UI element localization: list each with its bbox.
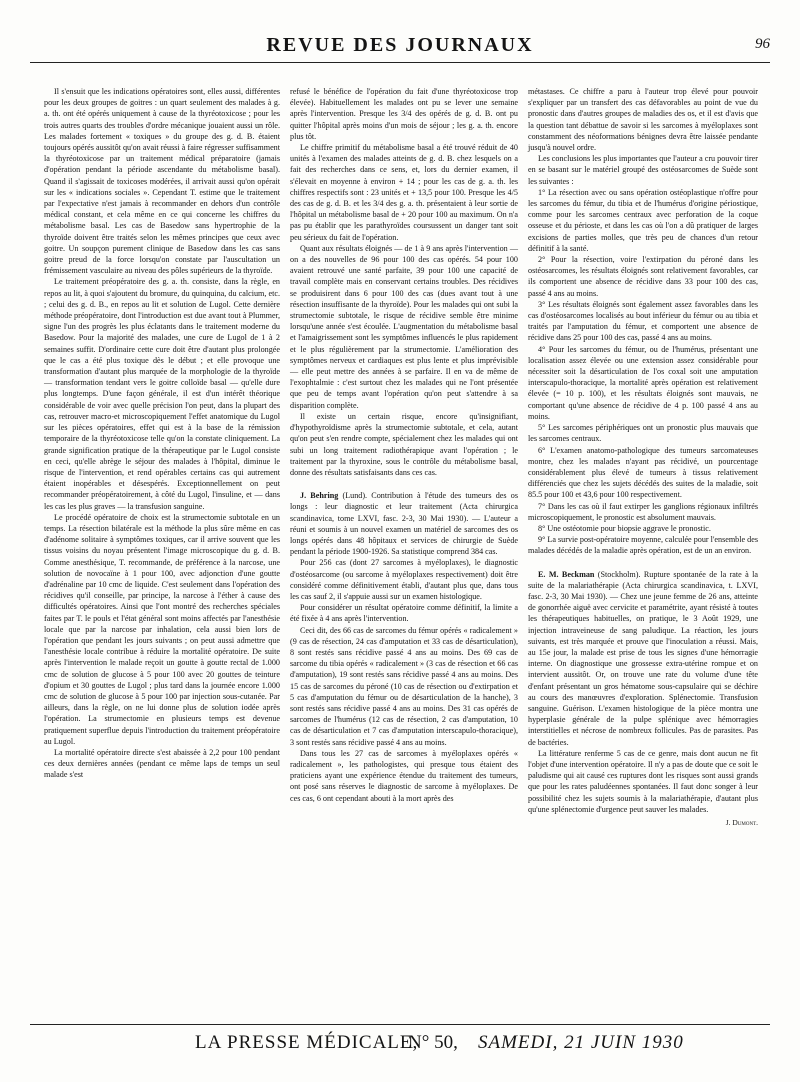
author-name: J. Behring	[300, 491, 339, 501]
header-rule	[30, 62, 770, 63]
list-item: 4° Pour les sarcomes du fémur, ou de l'humérus, présentant une localisation assez élevée ou une extension assez considérable pour nécessiter soit la désarticulation de l'os coxal soit une amputation interscapulo-thoracique, la mortalité après opération est relativement élevée (= 10 p. 100), et les résultats éloignés sont mauvais, ne comportant qu'une absence de récidive de 4 p. 100 passé 4 ans au moins.	[528, 344, 758, 421]
list-item: 6° L'examen anatomo-pathologique des tumeurs sarcomateuses montre, chez les malades n'ayant pas récidivé, un pourcentage considérablement plus élevé de tumeurs à tissus relativement différenciés que chez les sujets décédés des suites de la maladie, soit 85.5 pour 100 et 43,6 pour 100 respectivement.	[528, 445, 758, 500]
abstract-paragraph	[528, 569, 758, 748]
journal-name: LA PRESSE MÉDICALE,	[195, 1032, 419, 1053]
author-name: E. M. Beckman	[538, 569, 595, 579]
paragraph: refusé le bénéfice de l'opération du fait d'une thyréotoxicose trop élevée). Habituellement les malades ont pu se lever une semaine après l'intervention. Presque les 3/4 des opérés de g. d. B. ont pu quitter l'hôpital après moins d'un mois de séjour ; les g. a. th. encore plus tôt.	[290, 87, 518, 141]
paragraph: Pour 256 cas (dont 27 sarcomes à myéloplaxes), le diagnostic d'ostéosarcome (ou sarcome à myéloplaxes respectivement) doit être considéré comme définitivement établi, d'autant plus que, dans tous les cas sauf 2, il s'appuie aussi sur un examen histologique.	[290, 558, 518, 601]
issue-number: N° 50,	[408, 1032, 458, 1053]
signature: J. Dumont.	[725, 818, 758, 827]
page-footer	[30, 1024, 770, 1064]
issue-date: SAMEDI, 21 JUIN 1930	[478, 1032, 684, 1053]
list-item: 8° Une ostéotomie pour biopsie aggrave le pronostic.	[538, 523, 711, 533]
list-item: 3° Les résultats éloignés sont également assez favorables dans les cas d'ostéosarcomes localisés au bout inférieur du fémur ou au tibia et traités par l'amputation du fémur, et comportent une absence de récidive dans 25 pour 100 des cas, passé 4 ans au moins.	[528, 299, 758, 343]
page-number: 96	[755, 36, 770, 52]
abstract-paragraph	[290, 490, 518, 557]
paragraph: Ceci dit, des 66 cas de sarcomes du fémur opérés « radicalement » (9 cas de résection, 24 cas d'amputation et 33 cas de désarticulation), 8 sont restés sans récidive passé 4 ans au moins. Des 69 cas de sarcome du tibia opérés « radicalement » (3 cas de résection et 66 cas d'amputation), 19 sont restés sans récidive passé 4 ans au moins. Des 15 cas de sarcomes du péroné (10 cas de résection ou d'extirpation et 5 cas d'amputation du fémur ou de désarticulation de la hanche), 3 sont restés sans récidive passé 4 ans au moins. Des 31 cas opérés de sarcomes de l'humérus (12 cas de résection, 2 cas d'amputation, 10 cas de désarticulation et 7 cas d'amputation interscapulo-thoracique), 3 sont restés sans récidive passé 4 ans au moins.	[290, 625, 518, 747]
paragraph: Pour considérer un résultat opératoire comme définitif, la limite a été fixée à 4 ans après l'intervention.	[290, 603, 518, 624]
paragraph: Il s'ensuit que les indications opératoires sont, elles aussi, différentes pour les deux groupes de goitres : un quart seulement des malades à g. a. th. ont été opérés uniquement à cause de la thyréotoxicose ; pour les trois autres quarts des troubles d'ordre mécanique jouaient aussi un rôle. Les malades fortement « toxiques » du groupe des g. d. B. étaient toujours opérés aussitôt qu'on avait réussi à faire régresser suffisamment la thyréotoxicose par un traitement médical préparatoire (jamais d'opération pendant la période ascendante du métabolisme basal). Quand il s'agissait de toxicoses modérées, il arrivait aussi qu'on opérait sur les « indications sociales ». Cependant T. estime que le traitement par l'expectative n'est jamais à recommander en dehors d'un contrôle médical constant, et cela même en ce qui concerne les chiffres du métabolisme basal. Les cas de Basedow sans hypertrophie de la thyroïde doivent être traités selon les mêmes principes que ceux avec goitre. Un soupçon purement clinique de Basedow dans les cas sans goitre preud de la force lorsqu'on constate par l'auscultation un frémissement vasculaire au niveau des pôles supérieurs de la thyroïde.	[44, 87, 280, 276]
paragraph: Le chiffre primitif du métabolisme basal a été trouvé réduit de 40 unités à l'examen des malades atteints de g. d. B. chez lesquels on a fait des recherches dans ce sens, et, lors du dernier examen, il s'élevait en moyenne à environ + 14 ; pour les cas de g. a. th. les chiffres respectifs sont : 23 unités et + 13,5 pour 100. Presque les 4/5 des cas de g. d. B. et les 3/4 des g. a. th. présentaient à leur sortie de l'hôpital un métabolisme basal de + 20 pour 100 au maximum. On n'a pas pu établir que les parathyroïdes coursussent un danger tant soit peu sérieux du fait de l'opération.	[290, 143, 518, 242]
list-item: 7° Dans les cas où il faut extirper les ganglions régionaux infiltrés microscopiquement, le pronostic est absolument mauvais.	[528, 501, 758, 522]
paragraph: Dans tous les 27 cas de sarcomes à myéloplaxes opérés « radicalement », les pathologistes, qui presque tous étaient des praticiens ayant une expérience étendue du traitement des tumeurs, ont posé sans réserves le diagnostic de sarcome à myéloplaxes. De ces cas, 6 ont cependant abouti à la mort après des	[290, 748, 518, 803]
footer-rule	[30, 1024, 770, 1025]
paragraph: Quant aux résultats éloignés — de 1 à 9 ans après l'intervention — on a des nouvelles de 96 pour 100 des cas opérés. 54 pour 100 avaient retrouvé une santé parfaite, 39 pour 100 une capacité de travail complète mais en conservant certains troubles. Des récidives se produisirent dans 6 pour 100 des cas (dues avant tout à une résection insuffisante de la thyroïde). Pour les malades qui ont subi la strumectomie subtotale, le risque de récidive semble être minime lorsqu'une année s'est écoulée. L'augmentation du métabolisme basal et l'amaigrissement sont les symptômes influencés le plus rapidement et le plus régulièrement par la strumectomie. L'amélioration des symptômes nerveux et cardiaques est plus lente et plus imprévisible — elle peut mettre des années à se parfaire. Il en va de même de l'exophtalmie : c'est surtout chez les malades qui ne l'ont présentée que peu de temps avant l'opération qu'on peut s'attendre à sa disparition complète.	[290, 243, 518, 410]
running-title: REVUE DES JOURNAUX	[266, 34, 534, 56]
paragraph: Il existe un certain risque, encore qu'insignifiant, d'hypothyroïdisme après la strumectomie subtotale, et cela, autant qu'on peut s'en rendre compte, spécialement chez les malades qui ont subi un long traitement radiothérapique avant l'opération ; le traitement par la thyroxine, sous le contrôle du métabolisme basal, donne des résultats satisfaisants dans ces cas.	[290, 411, 518, 477]
paragraph: La littérature renferme 5 cas de ce genre, mais dont aucun ne fit l'objet d'une intervention opératoire. Il n'y a pas de doute que ce soit le paludisme qui ait causé ces ruptures dont les risques sont aussi grands que pour les rates paludéennes spontanées. Il faut donc songer à leur possibilité chez les sujets soumis à la malariathérapie, d'autant plus qu'une splénectomie d'urgence peut sauver les malades.	[528, 748, 758, 814]
column-middle	[290, 86, 518, 804]
list-item: 2° Pour la résection, voire l'extirpation du péroné dans les ostéosarcomes, les résultats éloignés sont relativement favorables, car ils comportent une absence de récidive dans 33 pour 100 des cas, passé 4 ans au moins.	[528, 255, 758, 298]
paragraph: Le procédé opératoire de choix est la strumectomie subtotale en un temps. La résection bilatérale est la méthode la plus sûre même en cas d'adénome solitaire à symptômes toxiques, car il arrive souvent que les tissus voisins du noyau présentent l'image microscopique du g. d. B. Comme anesthésique, T. recommande, de préférence à la narcose, une solution de novocaïne à 1 pour 100, avec adjonction d'une goutte d'adrénaline par 10 cmc de liquide. C'est seulement dans l'opération des récidives qu'il conseille, par principe, la narcose à l'éther à cause des difficultés opératoires. Ainsi que l'ont montré des recherches spéciales faites par T. le pouls et l'état général sont moins affectés par l'anesthésie locale que par la narcose par inhalation, cela aussi bien lors de l'opération que pendant les jours suivants ; on peut aussi admettre que l'anesthésie locale contribue à réduire la mortalité opératoire. De suite après l'intervention le malade reçoit un goutte à goutte rectal de 1.000 cmc de solution de glucose à 5 pour 100 avec 20 gouttes de teinture d'opium et 30 gouttes de Lugol ; plus tard dans la journée encore 1.000 cmc de solution de glucose à 5 pour 100 par injection sous-cutanée. Par ailleurs, dans la règle, on ne lui donne plus de solution iodée après l'opération. La strumectomie en plusieurs temps est devenue pratiquement superflue depuis l'introduction du traitement préopératoire au Lugol.	[44, 512, 280, 746]
list-item: 1° La résection avec ou sans opération ostéoplastique n'offre pour les sarcomes du fémur, du tibia et de l'humérus d'origine périostique, comme pour les sarcomes centraux avec perforation de la coque osseuse et du périoste, et dans les cas où l'on a dû pratiquer de larges excisions de parties molles, que très peu de chances d'un retour définitif à la santé.	[528, 187, 758, 253]
paragraph: Le traitement préopératoire des g. a. th. consiste, dans la règle, en repos au lit, à quoi s'ajoutent du bromure, du quinquina, du calcium, etc. ; celui des g. d. B., en repos au lit et solution de Lugol. Cette dernière méthode préopératoire, dont l'introduction est due avant tout à Plummer, signe l'un des progrès les plus éclatants dans le traitement moderne du Basedow. Pour la majorité des malades, une cure de Lugol de 1 à 2 semaines suffit. D'ordinaire cette cure doit être d'autant plus prolongée que le cas a été plus toxique dès le début ; et elle provoque une transformation d'autant plus marquée de la morphologie de la thyroïde — transformation tendant vers le goitre colloïde basal — qu'elle dure plus longtemps. D'une façon générale, il est d'un intérêt théorique considérable de voir avec quelle précision l'on peut, dans la plupart des cas, retrouver macro-et microscopiquement l'effet anatomique du Lugol sur les pièces opératoires, effet qui est à la base de la rémission temporaire de la thyréotoxicose telle qu'on la constate cliniquement. La grande signification pratique de la thérapeutique par le Lugol consiste en ceci, qu'elle abrège le séjour des malades à l'hôpital, diminue le risque de l'intervention, et rend opérables certains cas qui autrement étaient inopérables et désespérés. Exceptionnellement on peut recommander préopératoirement, à côté du Lugol, l'insuline, et — dans les cas les plus graves — la transfusion sanguine.	[44, 277, 280, 511]
list-item: 9° La survie post-opératoire moyenne, calculée pour l'ensemble des malades décédés de la maladie après opération, est de un an environ.	[528, 535, 758, 556]
abstract-text: (Stockholm). Rupture spontanée de la rate à la suite de la malariathérapie (Acta chirurgica scandinavica, t. LXVI, fasc. 2-3, 30 Mai 1930). — Chez une jeune femme de 26 ans, atteinte de gonorrhée aiguë avec cervicite et paramétrite, ayant résisté à toutes les thérapeutiques habituelles, on pratique, le 3 Août 1929, une injection intraveineuse de sang paludique. La réaction, les jours suivants, est très marquée et prouve que l'inoculation a réussi. Mais, au 15e jour, la malade est prise de tous les signes d'une hémorragie interne. On diagnostique une grossesse extra-utérine rompue et on intervient aussitôt. Or, on trouve une rate du volume d'une tête d'enfant présentant un gros hématome sous-capsulaire qui se déchire au cours des manœuvres d'exploration. Splénectomie. Transfusion sanguine. Guérison. L'examen histologique de la pièce montra une hyperplasie générale de la pulpe splénique avec hémorragies interstitielles et nécrose de nombreux follicules. Pas de parasites. Pas de bactéries.	[528, 569, 758, 747]
section-gap	[290, 478, 518, 488]
paragraph: métastases. Ce chiffre a paru à l'auteur trop élevé pour pouvoir s'expliquer par un transfert des cas défavorables au point de vue du pronostic dans d'autres groupes de maladies des os, et il est d'avis que la question tant débattue de savoir si les sarcomes à myéloplaxes sont constamment des néoformations bénignes devra être laissée pendante jusqu'à nouvel ordre.	[528, 87, 758, 153]
paragraph: La mortalité opératoire directe s'est abaissée à 2,2 pour 100 pendant ces deux dernières années (pendant ce même laps de temps un seul malade s'est	[44, 747, 280, 780]
paragraph: Les conclusions les plus importantes que l'auteur a cru pouvoir tirer en se basant sur le matériel groupé des ostéosarcomes de Suède sont les suivantes :	[528, 154, 758, 186]
page-header	[30, 34, 770, 66]
column-left	[44, 86, 280, 781]
column-right	[528, 86, 758, 828]
abstract-text: (Lund). Contribution à l'étude des tumeurs des os longs : leur diagnostic et leur traitement (Acta chirurgica scandinavica, tome LXVI, fasc. 2-3, 30 Mai 1930). — L'auteur a réuni et soumis à un nouvel examen un matériel de sarcomes des os longs opérés dans 48 hôpitaux et services de chirurgie de Suède pendant la période 1900-1926. Sa statistique comprend 384 cas.	[290, 491, 519, 557]
list-item: 5° Les sarcomes périphériques ont un pronostic plus mauvais que les sarcomes centraux.	[528, 423, 758, 444]
section-gap	[528, 557, 758, 567]
